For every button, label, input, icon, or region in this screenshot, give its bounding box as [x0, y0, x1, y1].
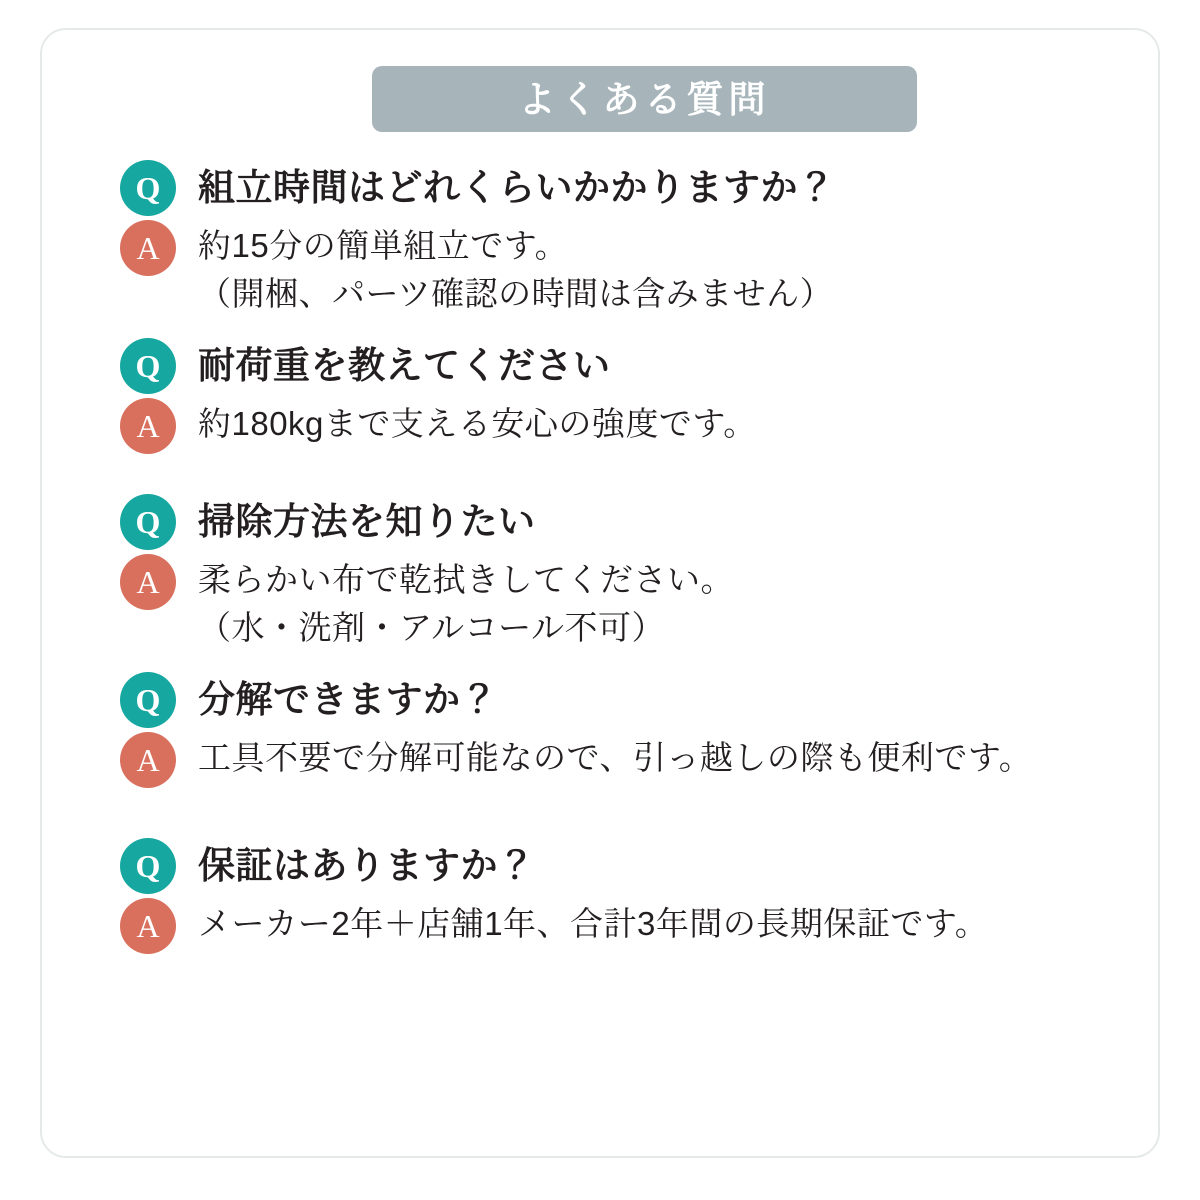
answer-badge: A — [120, 220, 176, 276]
faq-answer-row — [120, 732, 1170, 788]
answer-badge: A — [120, 732, 176, 788]
faq-item — [120, 160, 1170, 318]
faq-card — [40, 28, 1160, 1158]
faq-title-banner — [372, 66, 917, 132]
question-badge: Q — [120, 838, 176, 894]
faq-answer-row — [120, 898, 1170, 954]
answer-badge: A — [120, 398, 176, 454]
faq-answer-row — [120, 220, 1170, 318]
faq-question-row — [120, 838, 1170, 894]
faq-question-text: 分解できますか？ — [198, 679, 498, 720]
spacer — [120, 794, 1170, 838]
faq-answer-line: メーカー2年＋店舗1年、合計3年間の長期保証です。 — [198, 905, 989, 942]
faq-question-text: 耐荷重を教えてください — [198, 345, 611, 386]
faq-answer-text — [198, 554, 734, 652]
spacer — [120, 324, 1170, 338]
faq-answer-text — [198, 220, 833, 318]
faq-answer-text — [198, 398, 757, 448]
question-badge: Q — [120, 672, 176, 728]
faq-question-text: 保証はありますか？ — [198, 845, 536, 886]
faq-item — [120, 494, 1170, 652]
faq-item — [120, 338, 1170, 454]
faq-answer-text — [198, 898, 988, 948]
answer-badge: A — [120, 898, 176, 954]
faq-answer-text — [198, 732, 1032, 782]
faq-question-text: 組立時間はどれくらいかかりますか？ — [198, 167, 836, 208]
question-badge: Q — [120, 160, 176, 216]
answer-badge: A — [120, 554, 176, 610]
spacer — [120, 658, 1170, 672]
faq-item — [120, 838, 1170, 954]
question-badge: Q — [120, 494, 176, 550]
faq-question-row — [120, 672, 1170, 728]
faq-answer-row — [120, 554, 1170, 652]
faq-answer-line: 約15分の簡単組立です。 — [198, 227, 569, 264]
faq-question-row — [120, 160, 1170, 216]
faq-answer-line: （開梱、パーツ確認の時間は含みません） — [198, 275, 834, 312]
faq-question-row — [120, 494, 1170, 550]
question-badge: Q — [120, 338, 176, 394]
faq-answer-line: （水・洗剤・アルコール不可） — [198, 609, 666, 646]
faq-question-row — [120, 338, 1170, 394]
faq-answer-line: 工具不要で分解可能なので、引っ越しの際も便利です。 — [198, 739, 1033, 776]
faq-item — [120, 672, 1170, 788]
faq-answer-line: 柔らかい布で乾拭きしてください。 — [198, 561, 734, 598]
faq-answer-row — [120, 398, 1170, 454]
faq-list — [120, 160, 1170, 960]
page-title: よくある質問 — [518, 78, 771, 120]
faq-answer-line: 約180kgまで支える安心の強度です。 — [198, 405, 757, 442]
faq-question-text: 掃除方法を知りたい — [198, 501, 536, 542]
spacer — [120, 460, 1170, 494]
